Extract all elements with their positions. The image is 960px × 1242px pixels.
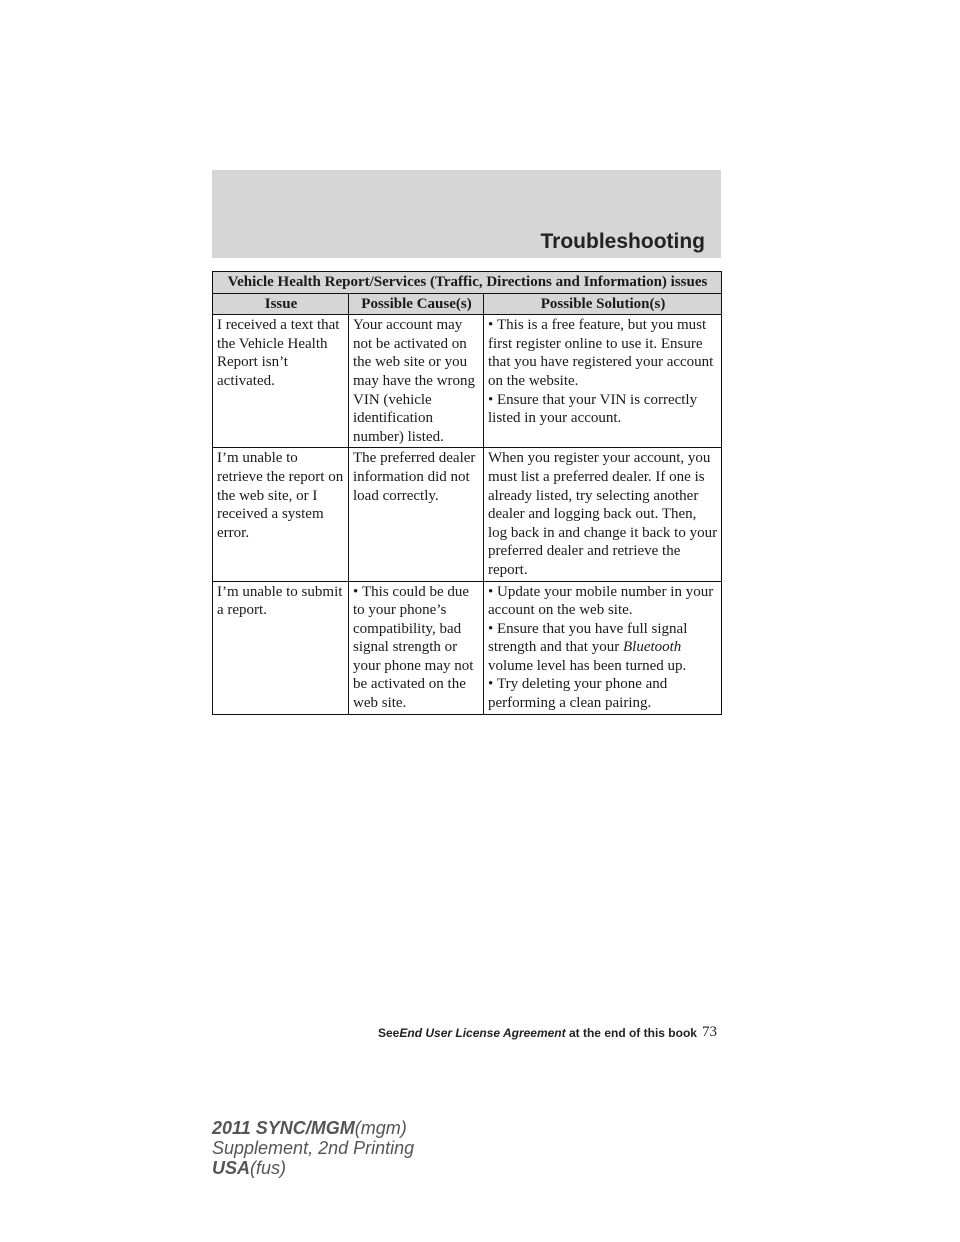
column-header-cause: Possible Cause(s) [349,293,484,315]
cause-cell [349,581,484,714]
solution-bullet: • This is a free feature, but you must first register online to use it. Ensure that you have registered your account on the website. [488,316,718,390]
table-caption: Vehicle Health Report/Services (Traffic, Directions and Information) issues [213,272,722,294]
column-header-solution: Possible Solution(s) [484,293,722,315]
issue-cell: I’m unable to submit a report. [213,581,349,714]
solution-bullet: • Ensure that you have full signal strength and that your Bluetooth volume level has been turned up. [488,620,718,676]
column-header-issue: Issue [213,293,349,315]
cause-bullet: • This could be due to your phone’s compatibility, bad signal strength or your phone may not be activated on the web site. [353,583,480,713]
troubleshooting-table [212,271,722,715]
print-info: 2011 SYNC/MGM(mgm) Supplement, 2nd Printing USA(fus) [212,1118,415,1178]
table-row [213,315,722,448]
page-number: 73 [702,1024,717,1040]
bluetooth-term: Bluetooth [622,639,682,656]
solution-bullet: • Ensure that your VIN is correctly listed in your account. [488,391,718,428]
solution-bullet: • Try deleting your phone and performing a clean pairing. [488,675,718,712]
solution-cell: When you register your account, you must list a preferred dealer. If one is already listed, try selecting another dealer and logging back out. Then, log back in and change it back to your preferred dealer and retrieve the report. [484,448,722,581]
table-row [213,448,722,581]
eula-title: End User License Agreement [399,1026,566,1040]
section-title: Troubleshooting [540,230,705,253]
table-row [213,581,722,714]
section-header-band [212,170,721,258]
solution-cell [484,315,722,448]
cause-cell: The preferred dealer information did not load correctly. [349,448,484,581]
footer-license-note: SeeEnd User License Agreement at the end of this book [378,1026,697,1040]
issue-cell: I received a text that the Vehicle Health Report isn’t activated. [213,315,349,448]
issue-cell: I’m unable to retrieve the report on the web site, or I received a system error. [213,448,349,581]
cause-cell: Your account may not be activated on the web site or you may have the wrong VIN (vehicle identification number) listed. [349,315,484,448]
solution-bullet: • Update your mobile number in your account on the web site. [488,583,718,620]
solution-cell [484,581,722,714]
